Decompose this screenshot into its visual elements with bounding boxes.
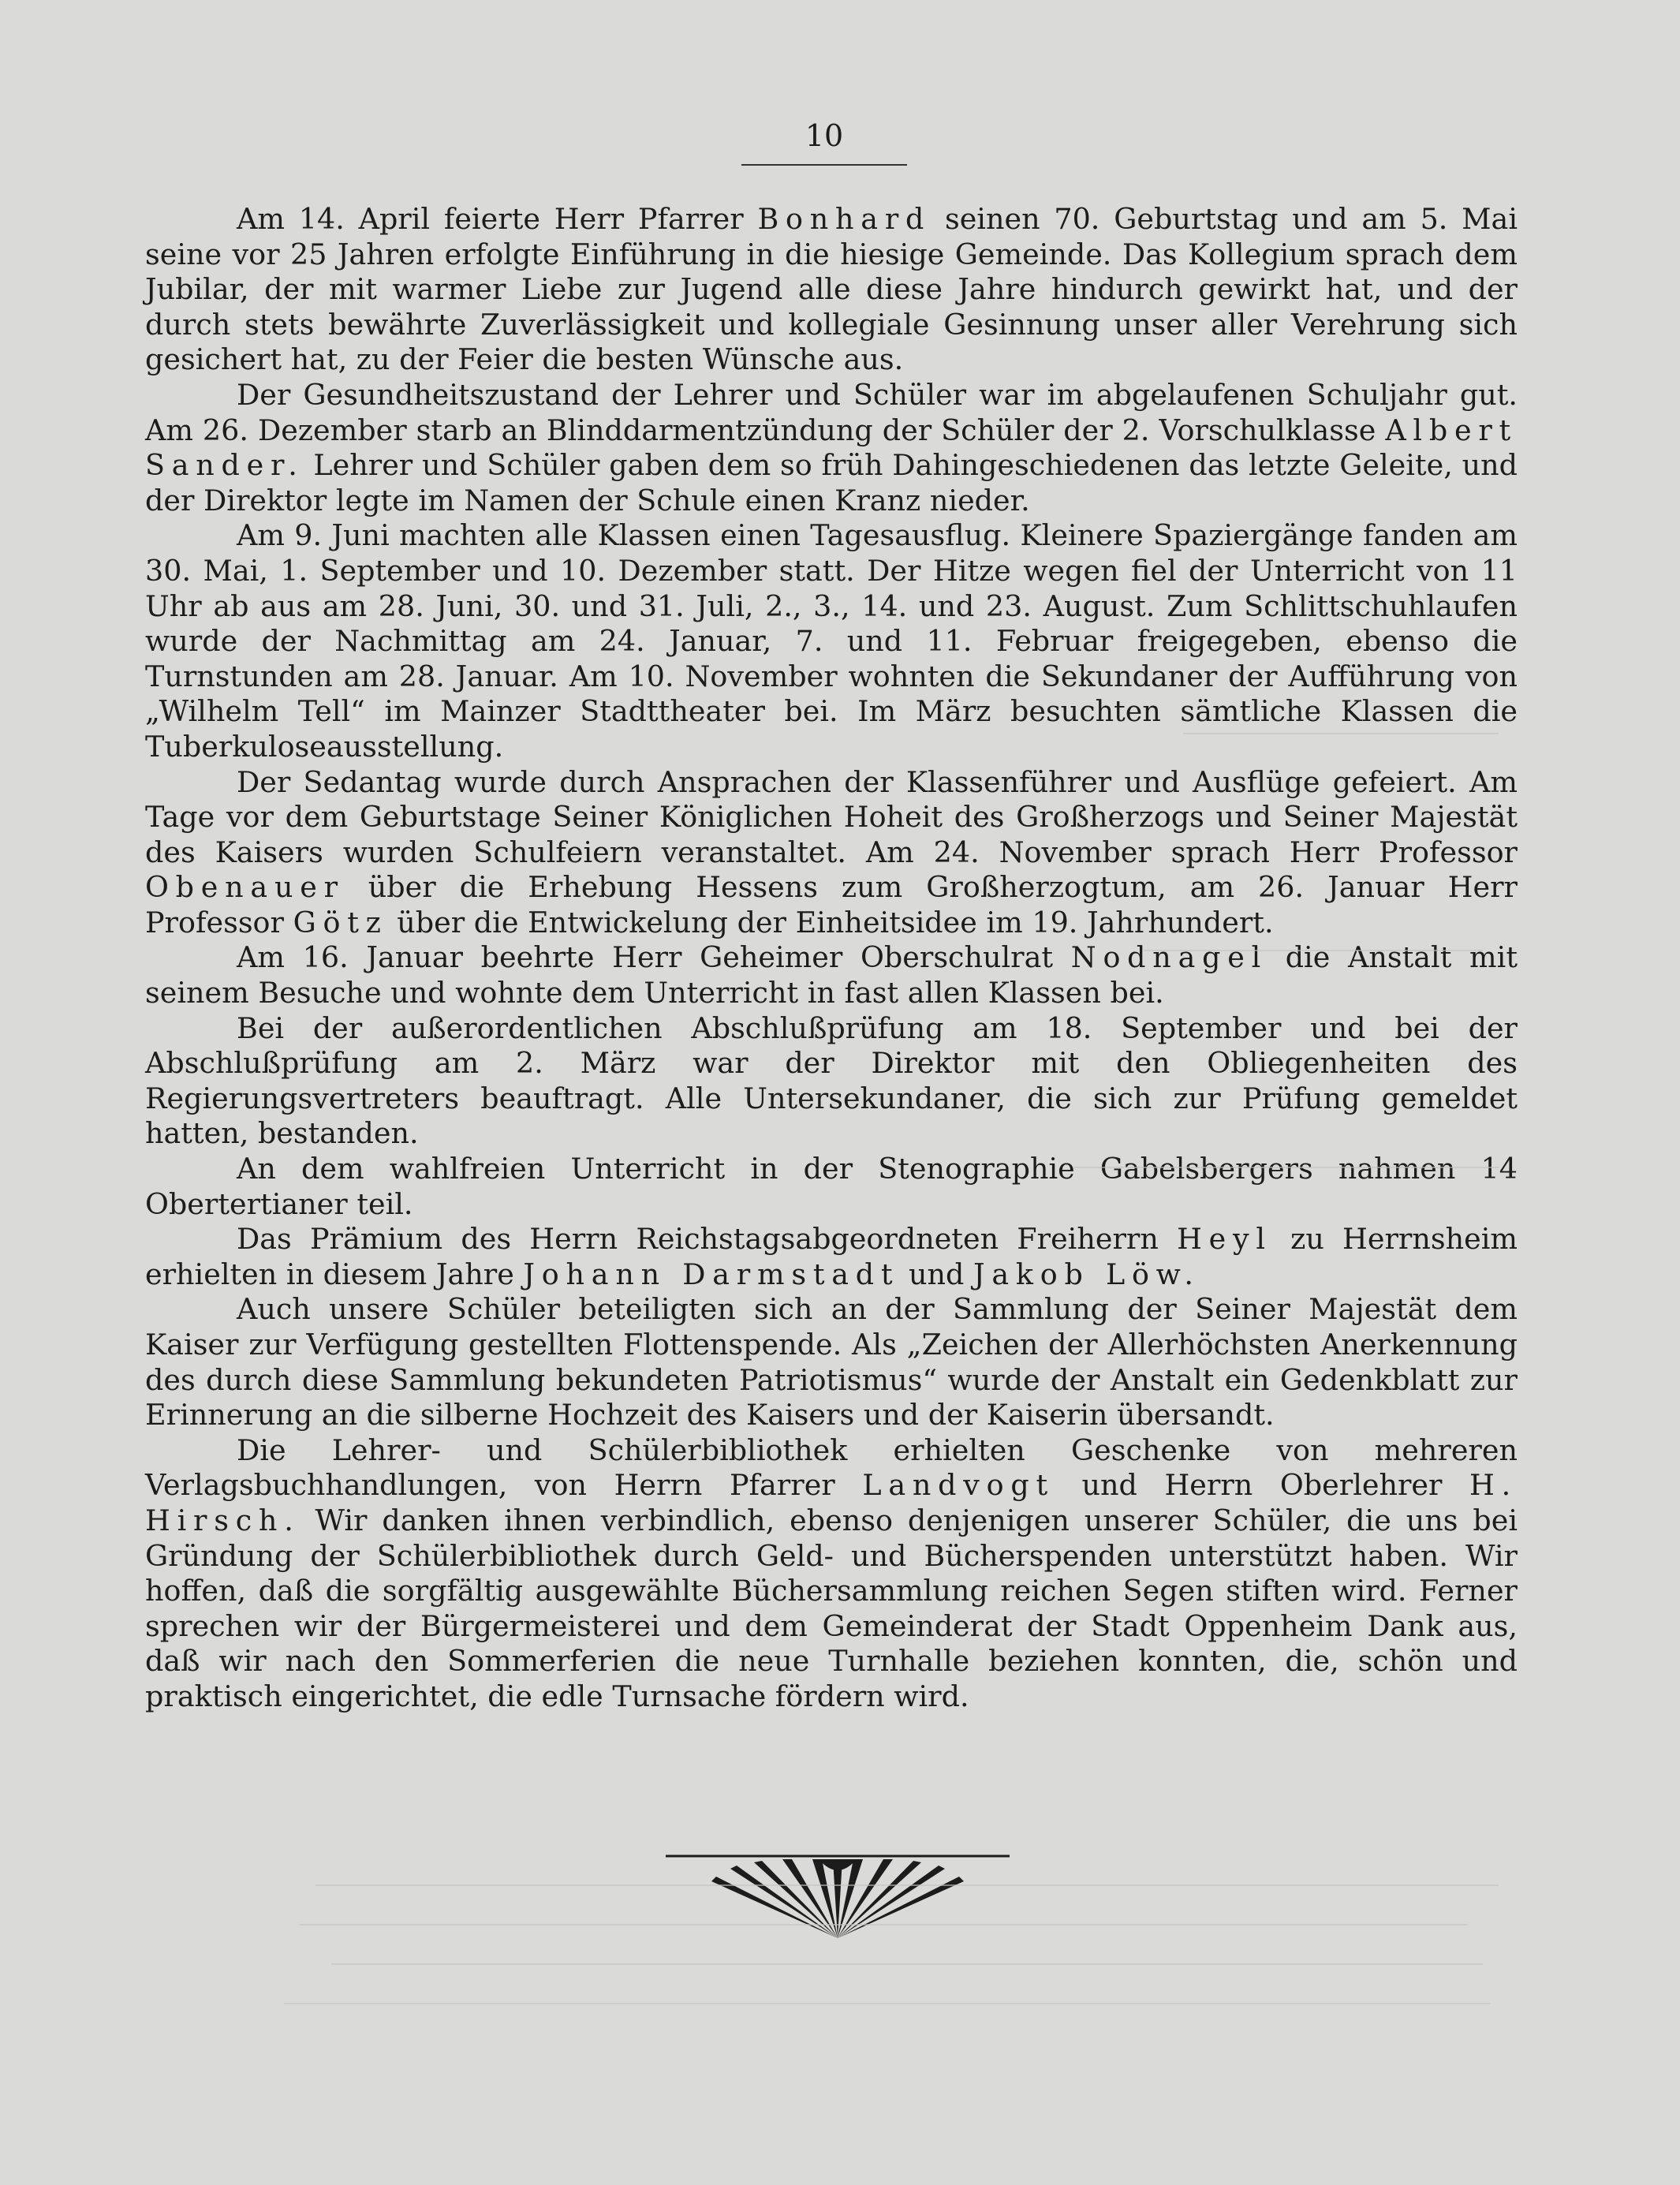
paragraph-7: An dem wahlfreien Unterricht in der Stenographie Gabelsbergers nahmen 14 Obertertianer teil. [145,1152,1518,1221]
name-hirsch: H. Hirsch. [145,1468,1518,1537]
name-sander: Albert Sander. [145,413,1518,483]
paragraph-9: Auch unsere Schüler beteiligten sich an der Sammlung der Seiner Majestät dem Kaiser zur Verfügung gestellten Flottenspende. Als „Zeichen der Allerhöchsten Anerkennung des durch diese Sammlung bekundeten Patriotismus“ wurde der Anstalt ein Gedenkblatt zur Erinnerung an die silberne Hochzeit des Kaisers und der Kaiserin übersandt. [145,1292,1518,1432]
page-number-rule [741,164,907,166]
paragraph-4: Der Sedantag wurde durch Ansprachen der Klassenführer und Ausflüge gefeiert. Am Tage vor dem Geburtstage Seiner Königlichen Hoheit des Großherzogs und Seiner Majestät des Kaisers wurden Schulfeiern veranstaltet. Am 24. November sprach Herr Professor Obenauer über die Erhebung Hessens zum Großherzogtum, am 26. Januar Herr Professor Götz über die Entwickelung der Einheitsidee im 19. Jahrhundert. [145,764,1518,939]
name-heyl: Heyl [1177,1222,1272,1257]
paragraph-6: Bei der außerordentlichen Abschlußprüfung am 18. September und bei der Abschlußprüfung am 2. März war der Direktor mit den Obliegenheiten des Regierungsvertreters beauftragt. Alle Untersekundaner, die sich zur Prüfung gemeldet hatten, bestanden. [145,1010,1518,1151]
name-obenauer: Obenauer [145,870,345,905]
fan-ornament-icon [664,1850,1011,1944]
paragraph-2: Der Gesundheitszustand der Lehrer und Schüler war im abgelaufenen Schuljahr gut. Am 26. Dezember starb an Blinddarmentzündung der Schüler der 2. Vorschulklasse Albert Sander. Lehrer und Schüler gaben dem so früh Dahingeschiedenen das letzte Geleite, und der Direktor legte im Namen der Schule einen Kranz nieder. [145,377,1518,517]
paragraph-3: Am 9. Juni machten alle Klassen einen Tagesausflug. Kleinere Spaziergänge fanden am 30. Mai, 1. September und 10. Dezember statt. Der Hitze wegen fiel der Unterricht von 11 Uhr ab aus am 28. Juni, 30. und 31. Juli, 2., 3., 14. und 23. August. Zum Schlittschuhlaufen wurde der Nachmittag am 24. Januar, 7. und 11. Februar freigegeben, ebenso die Turnstunden am 28. Januar. Am 10. November wohnten die Sekundaner der Aufführung von „Wilhelm Tell“ im Mainzer Stadttheater bei. Im März besuchten sämtliche Klassen die Tuberkuloseausstellung. [145,518,1518,764]
page-number: 10 [805,118,844,153]
paragraph-5: Am 16. Januar beehrte Herr Geheimer Oberschulrat Nodnagel die Anstalt mit seinem Besuche und wohnte dem Unterricht in fast allen Klassen bei. [145,940,1518,1010]
name-bonhard: Bonhard [757,202,931,236]
name-loew: Jakob Löw. [973,1257,1200,1291]
name-goetz: Götz [293,905,388,939]
name-darmstadt: Johann Darmstadt [523,1257,900,1291]
body-text [145,202,1518,1715]
name-landvogt: Landvogt [862,1468,1055,1503]
name-nodnagel: Nodnagel [1070,940,1268,975]
paragraph-10: Die Lehrer- und Schülerbibliothek erhielten Geschenke von mehreren Verlagsbuchhandlungen, von Herrn Pfarrer Landvogt und Herrn Oberlehrer H. Hirsch. Wir danken ihnen verbindlich, ebenso denjenigen unserer Schüler, die uns bei Gründung der Schülerbibliothek durch Geld- und Bücherspenden unterstützt haben. Wir hoffen, daß die sorgfältig ausgewählte Büchersammlung reichen Segen stiften wird. Ferner sprechen wir der Bürgermeisterei und dem Gemeinderat der Stadt Oppenheim Dank aus, daß wir nach den Sommerferien die neue Turnhalle beziehen konnten, die, schön und praktisch eingerichtet, die edle Turnsache fördern wird. [145,1432,1518,1713]
paragraph-8: Das Prämium des Herrn Reichstagsabgeordneten Freiherrn Heyl zu Herrnsheim erhielten in diesem Jahre Johann Darmstadt und Jakob Löw. [145,1222,1518,1291]
paragraph-1: Am 14. April feierte Herr Pfarrer Bonhard seinen 70. Geburtstag und am 5. Mai seine vor 25 Jahren erfolgte Einführung in die hiesige Gemeinde. Das Kollegium sprach dem Jubilar, der mit warmer Liebe zur Jugend alle diese Jahre hindurch gewirkt hat, und der durch stets bewährte Zuverlässigkeit und kollegiale Gesinnung unser aller Verehrung sich gesichert hat, zu der Feier die besten Wünsche aus. [145,202,1518,377]
